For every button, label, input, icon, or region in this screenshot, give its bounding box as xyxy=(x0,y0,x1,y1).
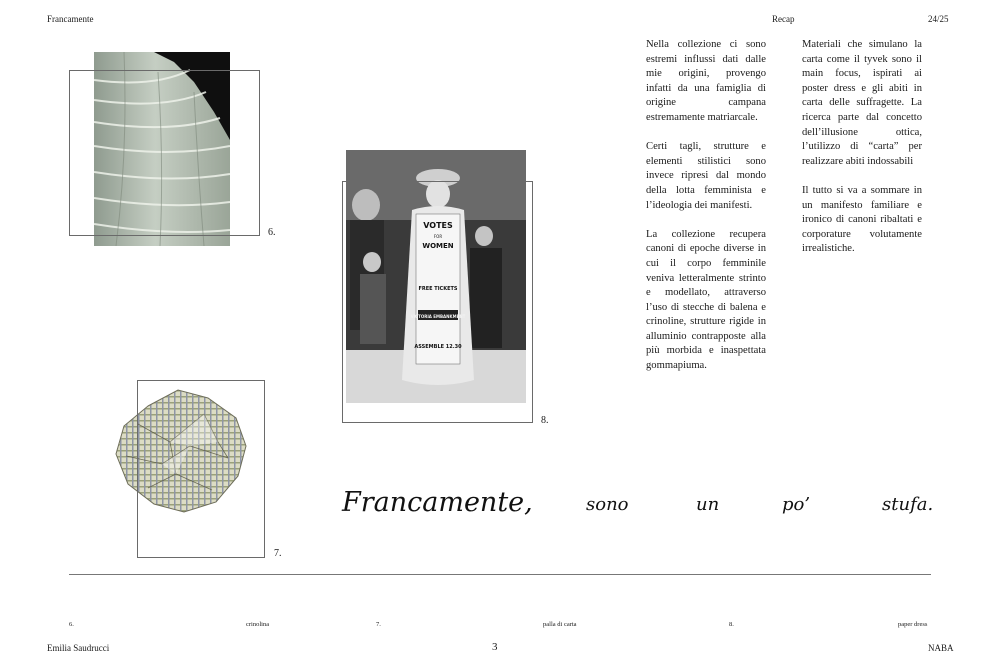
header-page-count: 24/25 xyxy=(928,14,949,24)
header-title: Francamente xyxy=(47,14,94,24)
paragraph-materials: Materiali che simulano la carta come il tyvek sono il main focus, ispirati ai poster dress e gli abiti in carta delle suffragette. La ricerca parte dal concetto dell’illusione ottica, l’utilizzo di “carta” per realizzare abiti indossabili xyxy=(802,39,922,167)
paragraph-feminism: Certi tagli, strutture e elementi stilistici sono invece ripresi dal mondo della lotta femminista e l’ideologia dei manifesti. xyxy=(646,141,766,211)
paragraph-origins: Nella collezione ci sono estremi influssi dati dalle mie origini, provengo infatti da una famiglia di origine campana estremamente matriarcale. xyxy=(646,39,766,123)
sign-free-tickets: FREE TICKETS xyxy=(418,286,458,292)
figure-7-frame xyxy=(137,380,265,558)
tagline-po: po’ xyxy=(782,494,811,515)
text-column-right xyxy=(802,38,922,272)
figure-6-frame xyxy=(69,70,260,236)
caption-6-number: 6. xyxy=(69,621,74,628)
sign-women: WOMEN xyxy=(422,242,454,250)
tagline-stufa: stufa. xyxy=(882,494,934,515)
sign-for: FOR xyxy=(433,234,443,239)
header-section: Recap xyxy=(772,14,795,24)
sign-votes: VOTES xyxy=(423,221,453,230)
text-column-left xyxy=(646,38,766,388)
tagline-sono: sono xyxy=(586,494,629,515)
paragraph-canons: La collezione recupera canoni di epoche diverse in cui il corpo femminile veniva letteralmente strinto e modellato, attraverso l’uso di stecche di balena e crinoline, strutture rigide in alluminio contrapposte alla più morbida e inaspettata gommapiuma. xyxy=(646,228,766,372)
figure-6-number: 6. xyxy=(268,227,276,238)
divider-line xyxy=(69,574,931,575)
caption-7-number: 7. xyxy=(376,621,381,628)
paragraph-manifesto: Il tutto si va a sommare in un manifesto familiare e ironico di canoni ribaltati e corporature volutamente irrealistiche. xyxy=(802,184,922,255)
footer-author: Emilia Saudrucci xyxy=(47,643,110,653)
tagline-un: un xyxy=(696,494,720,515)
caption-7-text: palla di carta xyxy=(543,621,577,628)
caption-6-text: crinolina xyxy=(246,621,270,628)
tagline-francamente: Francamente, xyxy=(342,487,533,518)
figure-8-frame xyxy=(342,181,533,423)
caption-8-number: 8. xyxy=(729,621,734,628)
sign-embankment: VICTORIA EMBANKMENT xyxy=(410,314,466,319)
caption-8-text: paper dress xyxy=(898,621,928,628)
footer-school: NABA xyxy=(928,643,954,653)
figure-7-number: 7. xyxy=(274,548,282,559)
footer-page-number: 3 xyxy=(492,641,498,653)
sign-assemble: ASSEMBLE 12.30 xyxy=(414,344,462,350)
figure-8-number: 8. xyxy=(541,415,549,426)
